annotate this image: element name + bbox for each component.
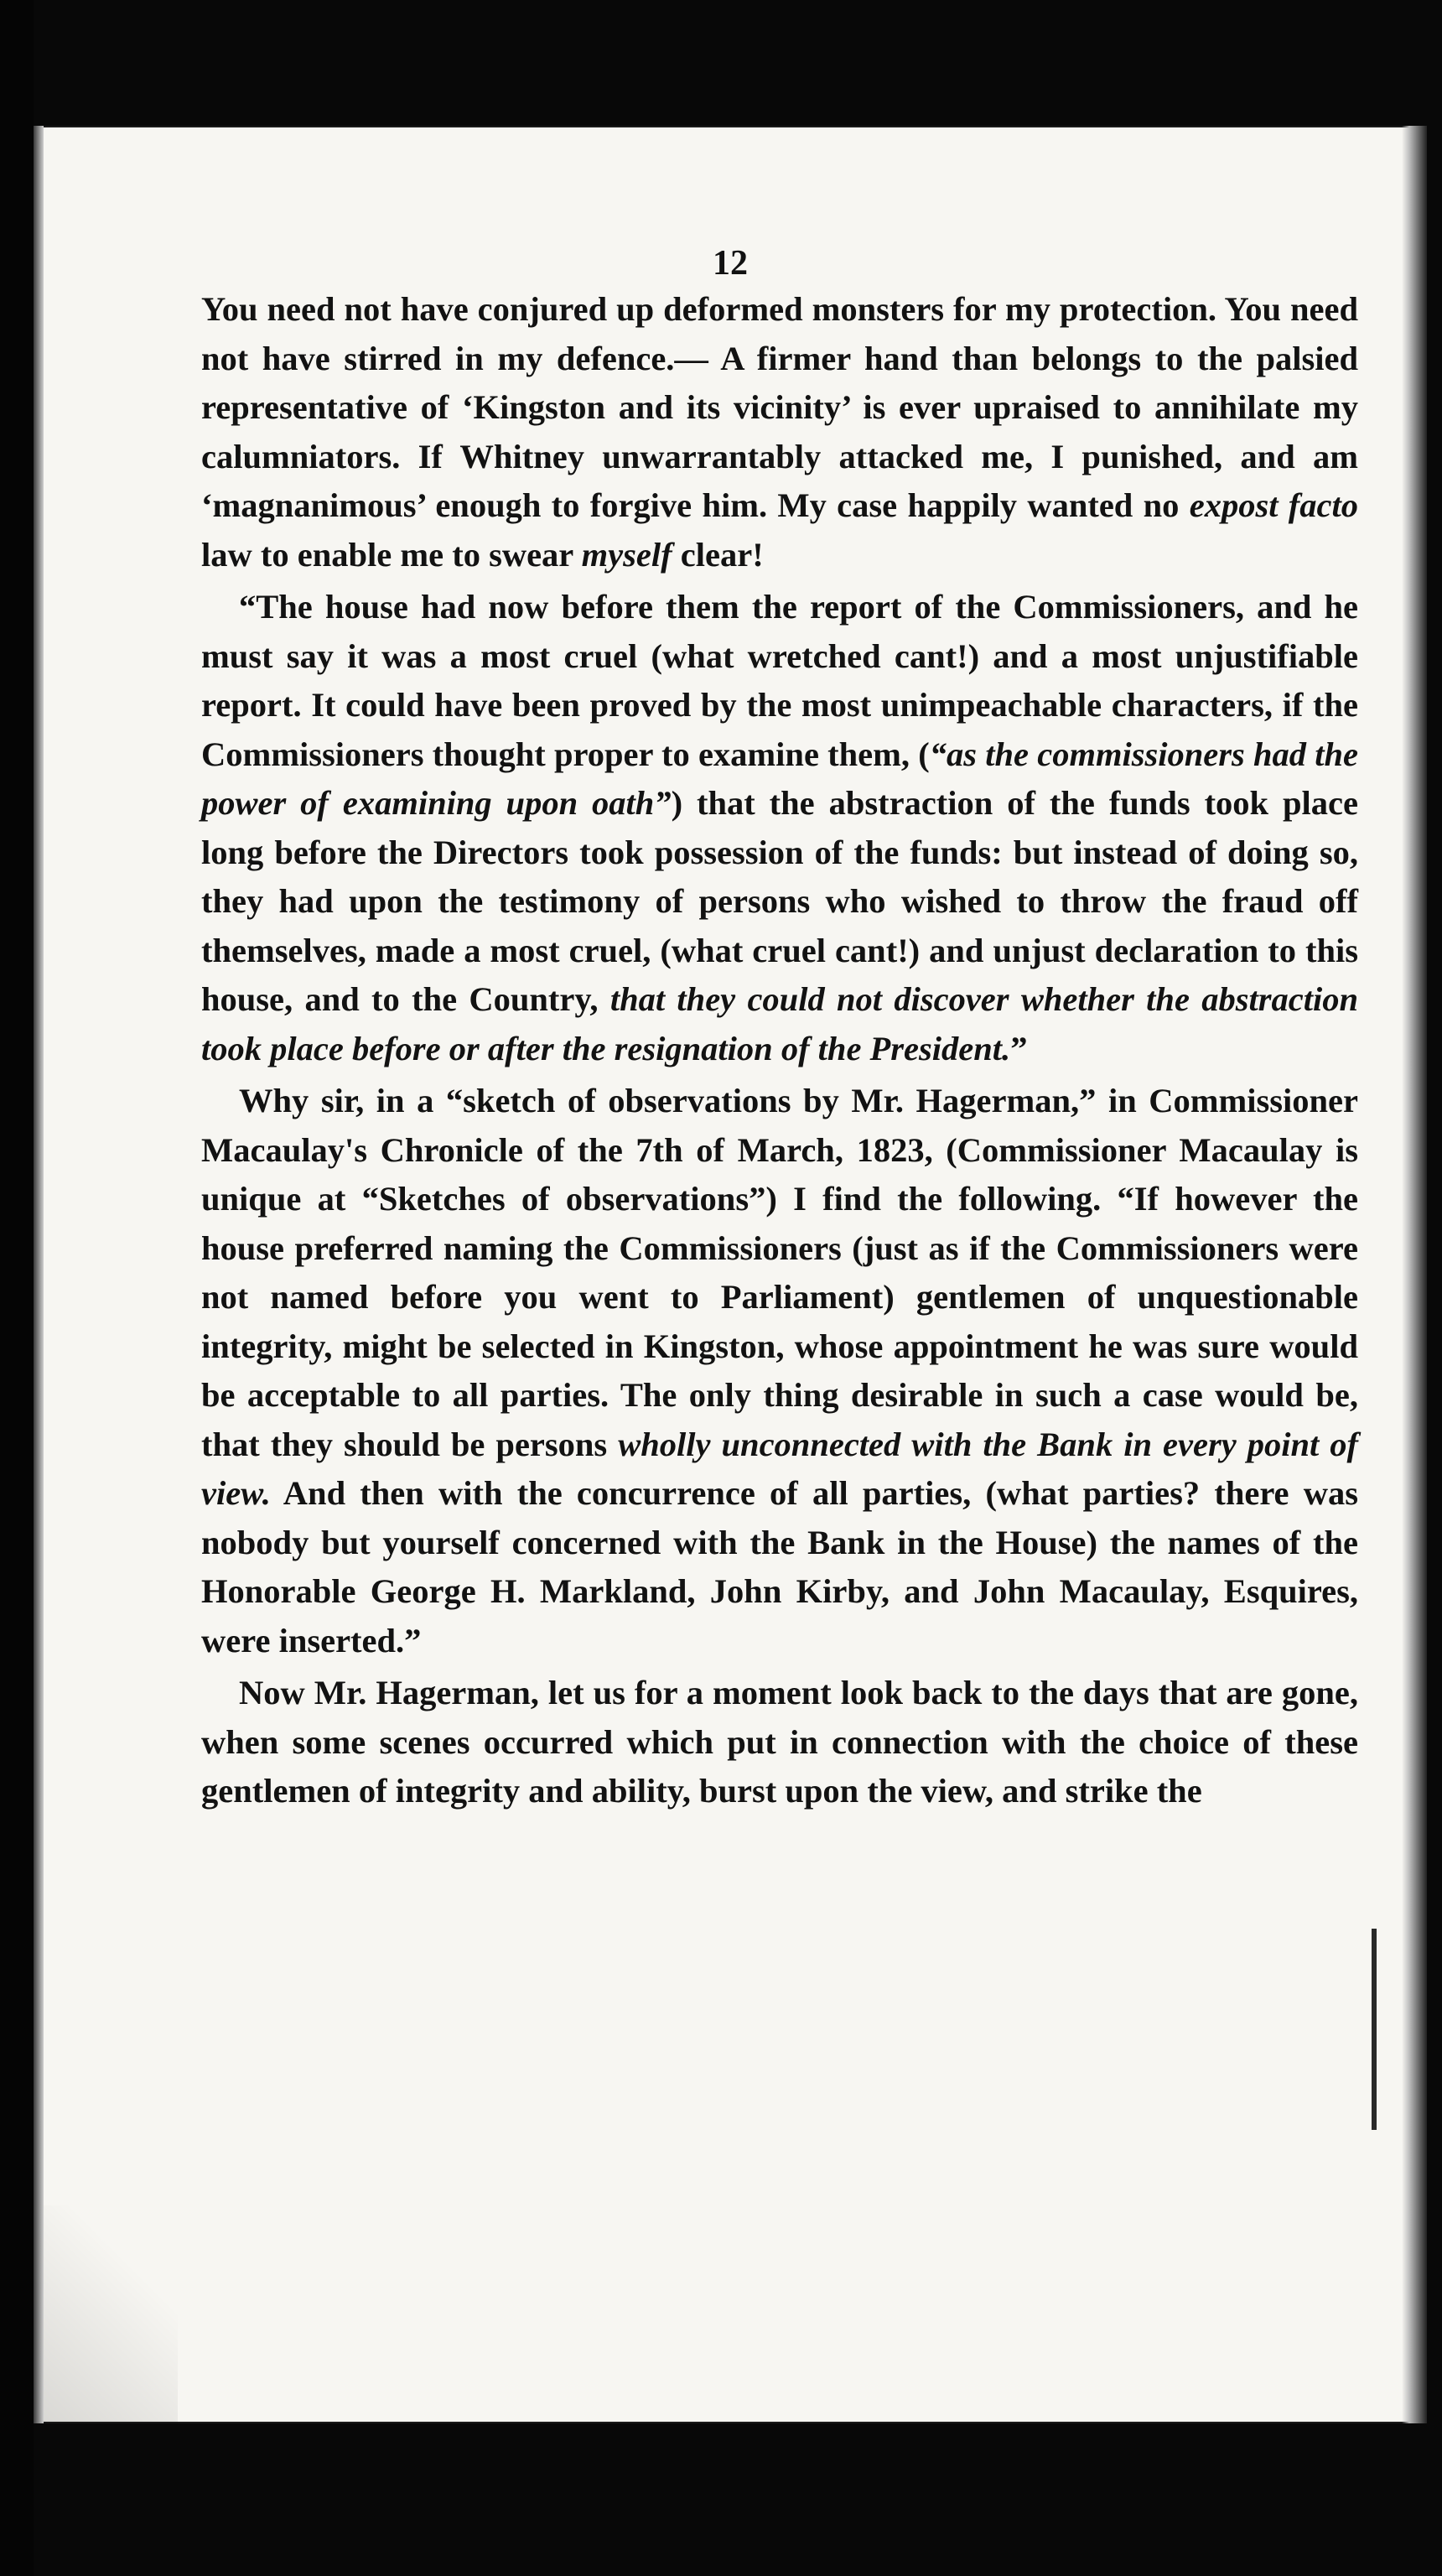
italic-text-segment: that they could not discover whether the abstraction took place before or after the resignation of the President. <box>201 980 1358 1067</box>
italic-text-segment: “as the commissioners had the power of examining upon oath” <box>201 735 1358 822</box>
text-segment: You need not have conjured up deformed monsters for my protection. You need not have stirred in my defence.— A firmer hand than belongs to the palsied representative of ‘Kingston and its vicinity’ is ever upraised to annihilate my calumniators. If Whitney unwarrantably attacked me, I punished, and am ‘magnanimous’ enough to forgive him. My case happily wanted no <box>201 290 1358 524</box>
italic-text-segment: myself <box>581 535 672 574</box>
text-segment: ) that the abstraction of the funds took place long before the Directors took possession of the funds: but instead of doing so, they had upon the testimony of persons who wished to throw the fraud off themselves, made a most cruel, (what cruel cant!) and unjust declaration to this house, and to the Country, <box>201 784 1358 1018</box>
paragraph <box>201 1077 1358 1665</box>
binding-edge-mark <box>1372 1929 1377 2130</box>
scanned-page <box>34 126 1427 2423</box>
paragraph <box>201 1669 1358 1816</box>
paragraph <box>201 285 1358 579</box>
text-segment: ” <box>1010 1029 1028 1067</box>
text-segment: “The house had now before them the report of the Commissioners, and he must say it was a most cruel (what wretched cant!) and a most unjustifiable report. It could have been proved by the most unimpeachable characters, if the Commissioners thought proper to examine them, ( <box>201 588 1358 773</box>
paragraph <box>201 583 1358 1073</box>
text-segment: clear! <box>672 535 764 574</box>
text-segment: Why sir, in a “sketch of observations by Mr. Hagerman,” in Commissioner Macaulay's Chronicle of the 7th of March, 1823, (Commissioner Macaulay is unique at “Sketches of observations”) I find the following. “If however the house preferred naming the Commissioners (just as if the Commissioners were not named before you went to Parliament) gentlemen of unquestionable integrity, might be selected in Kingston, whose appointment he was sure would be acceptable to all parties. The only thing desirable in such a case would be, that they should be persons <box>201 1082 1358 1463</box>
italic-text-segment: wholly unconnected with the Bank in every point of view. <box>201 1425 1359 1512</box>
text-segment: Now Mr. Hagerman, let us for a moment look back to the days that are gone, when some scenes occurred which put in connection with the choice of these gentlemen of integrity and ability, burst upon the view, and strike the <box>201 1674 1358 1810</box>
body-text <box>201 285 1358 1816</box>
italic-text-segment: expost facto <box>1189 486 1358 524</box>
text-segment: law to enable me to swear <box>201 535 582 574</box>
page-corner-shadow <box>44 2205 178 2423</box>
scan-border-left <box>0 0 34 2576</box>
text-segment: And then with the concurrence of all parties, (what parties? there was nobody but yourself concerned with the Bank in the House) the names of the Honorable George H. Markland, John Kirby, and John Macaulay, Esquires, were inserted.” <box>201 1474 1358 1659</box>
page-number: 12 <box>713 244 748 283</box>
